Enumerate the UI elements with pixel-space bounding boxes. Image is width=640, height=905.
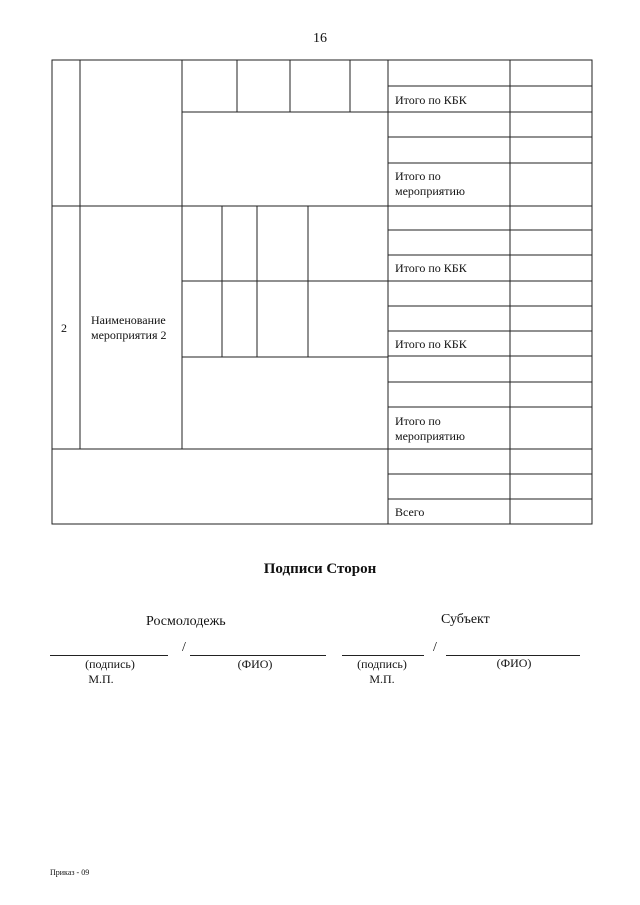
itogo-event-label: Итого по [395,414,441,428]
signature-caption-left: (подпись) [85,657,135,671]
signature-line-right [342,655,424,656]
footer-order-label: Приказ - 09 [50,868,90,877]
signature-caption-right: (подпись) [357,657,407,671]
itogo-kbk-label: Итого по КБК [395,93,467,107]
total-label: Всего [395,505,425,519]
fio-line-left [190,655,326,656]
separator-slash: / [182,640,186,655]
signature-line-left [50,655,168,656]
itogo-kbk-label: Итого по КБК [395,337,467,351]
signatures-title: Подписи Сторон [263,561,377,577]
page-number: 16 [313,31,327,46]
itogo-event-label: Итого по [395,169,441,183]
table-border [52,60,592,524]
fio-caption-left: (ФИО) [237,657,273,671]
itogo-event-label: мероприятию [395,429,465,443]
itogo-kbk-label: Итого по КБК [395,261,467,275]
seal-caption-left: М.П. [88,672,114,686]
party-left-name: Росмолодежь [146,614,226,629]
party-right-name: Субъект [441,612,490,627]
separator-slash: / [433,640,437,655]
event-name: мероприятия 2 [91,328,167,342]
event-name: Наименование [91,313,166,327]
itogo-event-label: мероприятию [395,184,465,198]
seal-caption-right: М.П. [369,672,395,686]
row-number: 2 [61,321,67,335]
fio-caption-right: (ФИО) [496,656,532,670]
